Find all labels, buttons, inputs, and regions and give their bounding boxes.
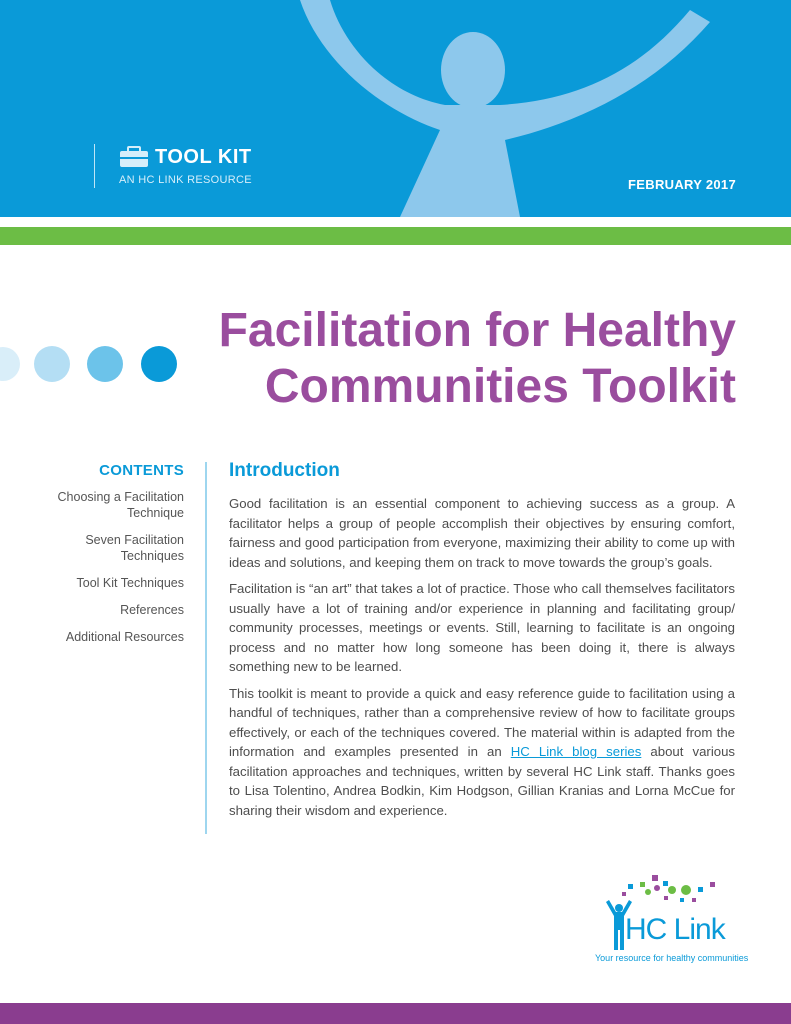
header-banner bbox=[0, 0, 791, 217]
decorative-dots bbox=[0, 344, 185, 384]
contents-sidebar bbox=[30, 462, 184, 656]
blog-series-link[interactable]: HC Link blog series bbox=[510, 744, 642, 759]
toolkit-label: TOOL KIT bbox=[155, 145, 252, 168]
intro-heading: Introduction bbox=[229, 460, 340, 481]
publication-date: FEBRUARY 2017 bbox=[628, 177, 736, 192]
toolkit-badge bbox=[94, 144, 252, 188]
toolkit-subtitle: AN HC LINK RESOURCE bbox=[119, 174, 252, 186]
main-content bbox=[229, 460, 735, 827]
green-divider-band bbox=[0, 227, 791, 245]
title-line-2: Communities Toolkit bbox=[264, 360, 736, 413]
toc-item-tool-kit[interactable]: Tool Kit Techniques bbox=[76, 576, 184, 590]
logo-tagline: Your resource for healthy communities bbox=[595, 953, 749, 963]
column-divider bbox=[205, 462, 207, 834]
title-line-1: Facilitation for Healthy bbox=[218, 304, 736, 357]
intro-paragraph-1: Good facilitation is an essential component to achieving success as a group. A facilitator helps a group of people accomplish their objectives by ensuring comfort, fairness and good participation from everyone, maximizing their ability to come up with ideas and solutions, and keeping them on track to move towards the group’s goals. bbox=[229, 496, 735, 570]
p3-text-after: about various facilitation approaches and techniques, written by several HC Link staff. Thanks goes to Lisa Tolentino, Andrea Bodkin, Kim Hodgson, Gillian Kranias and Lorna McCue for sharing their wisdom and experience. bbox=[229, 744, 736, 818]
toc-item-additional-resources[interactable]: Additional Resources bbox=[65, 630, 184, 644]
footer-band bbox=[0, 1003, 791, 1024]
p3-text-before: This toolkit is meant to provide a quick and easy reference guide to facilitation using a handful of techniques, rather than a comprehensive review of how to facilitate groups effectively, or each of the techniques covered. The material within is adapted from the information and examples presented in an bbox=[229, 685, 735, 759]
intro-paragraph-2: Facilitation is “an art” that takes a lot of practice. Those who call themselves facilitators usually have a lot of training and/or experience in planning and facilitating group/ community processes, meetings or events. Still, learning to facilitate is an ongoing process and no matter how long someone has been doing it, there is always something new to be learned. bbox=[229, 581, 735, 674]
page-title bbox=[176, 303, 736, 415]
toc-item-seven-techniques[interactable]: Seven Facilitation Techniques bbox=[85, 533, 184, 563]
toc-item-references[interactable]: References bbox=[120, 603, 184, 617]
intro-paragraph-3 bbox=[229, 684, 735, 821]
toc-item-choosing[interactable]: Choosing a Facilitation Technique bbox=[57, 490, 184, 520]
toolbox-icon bbox=[119, 146, 149, 168]
contents-heading: CONTENTS bbox=[99, 462, 184, 479]
logo-wordmark: HC Link bbox=[625, 913, 725, 946]
